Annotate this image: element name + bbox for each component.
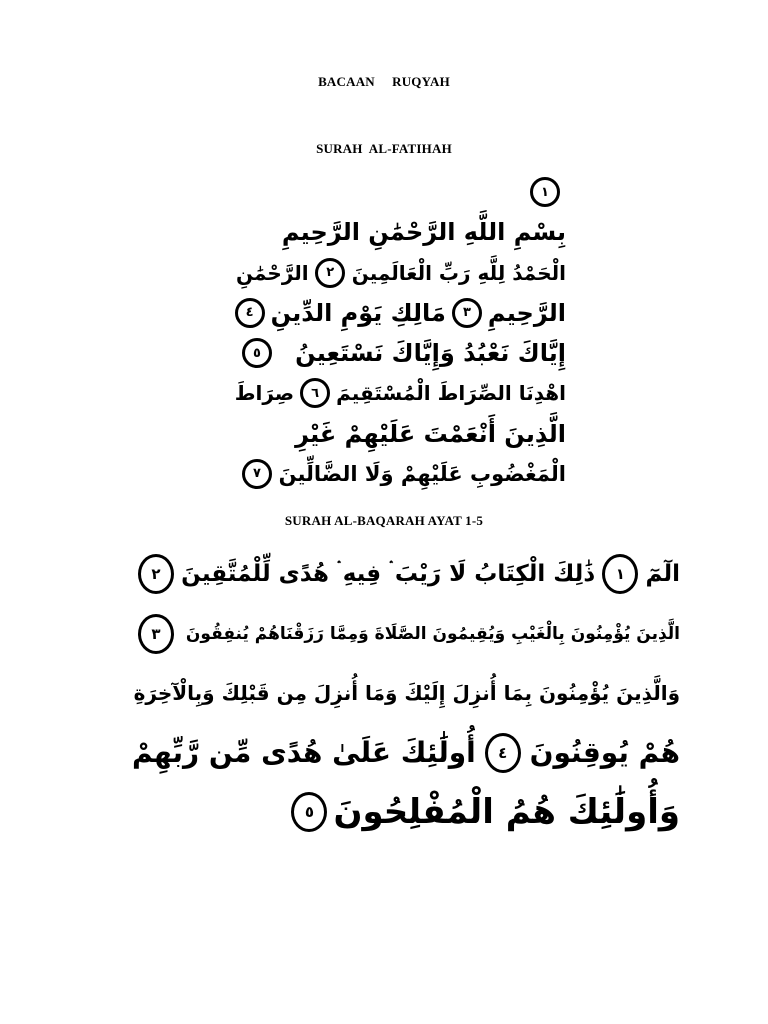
surah-fatihah-text bbox=[236, 172, 566, 494]
baqarah-line-3 bbox=[132, 667, 680, 719]
baqarah-line-5 bbox=[132, 786, 680, 838]
verse-text: الَّذِينَ أَنْعَمْتَ عَلَيْهِمْ غَيْرِ bbox=[295, 419, 566, 448]
ayah-marker-3: ٣ bbox=[452, 298, 482, 328]
baqarah-line-2 bbox=[132, 608, 680, 660]
verse-text: وَأُولَٰئِكَ هُمُ الْمُفْلِحُونَ bbox=[333, 792, 680, 832]
fatihah-line-1 bbox=[236, 172, 566, 212]
ayah-marker-2: ٢ bbox=[138, 554, 174, 594]
verse-text: الْمَغْضُوبِ عَلَيْهِمْ وَلَا الضَّالِّينَ bbox=[278, 461, 566, 486]
ayah-marker-1: ١ bbox=[602, 554, 638, 594]
verse-text: إِيَّاكَ نَعْبُدُ وَإِيَّاكَ نَسْتَعِينُ bbox=[295, 339, 566, 368]
ayah-marker-3: ٣ bbox=[138, 614, 174, 654]
verse-text: صِرَاطَ bbox=[234, 381, 295, 406]
fatihah-line-4 bbox=[236, 293, 566, 333]
verse-text: الٓمٓ bbox=[645, 561, 680, 587]
surah-fatihah-title: SURAH AL-FATIHAH bbox=[316, 141, 452, 156]
fatihah-line-6 bbox=[236, 373, 566, 413]
fatihah-line-7 bbox=[236, 414, 566, 454]
surah-baqarah-text bbox=[132, 548, 680, 838]
baqarah-line-4 bbox=[132, 727, 680, 779]
ayah-marker-7: ٧ bbox=[242, 459, 272, 489]
fatihah-line-3 bbox=[236, 253, 566, 293]
verse-text: هُمْ يُوقِنُونَ bbox=[529, 736, 680, 769]
baqarah-line-1 bbox=[132, 548, 680, 600]
verse-text: أُولَٰئِكَ عَلَىٰ هُدًى مِّن رَّبِّهِمْ bbox=[132, 736, 476, 769]
verse-text: ذَٰلِكَ الْكِتَابُ لَا رَيْبَ ۛ فِيهِ ۛ هُدًى لِّلْمُتَّقِينَ bbox=[181, 561, 596, 587]
verse-text: الْحَمْدُ لِلَّهِ رَبِّ الْعَالَمِينَ bbox=[351, 260, 566, 285]
ayah-marker-1: ١ bbox=[530, 177, 560, 207]
fatihah-line-5 bbox=[236, 333, 566, 373]
fatihah-line-8 bbox=[236, 454, 566, 494]
ayah-marker-6: ٦ bbox=[300, 378, 330, 408]
verse-text: بِسْمِ اللَّهِ الرَّحْمَٰنِ الرَّحِيمِ bbox=[281, 218, 566, 247]
verse-text: الَّذِينَ يُؤْمِنُونَ بِالْغَيْبِ وَيُقِيمُونَ الصَّلَاةَ وَمِمَّا رَزَقْنَاهُمْ يُنفِقُونَ bbox=[185, 623, 680, 644]
fatihah-line-2 bbox=[236, 212, 566, 252]
ayah-marker-5: ٥ bbox=[291, 792, 327, 832]
ayah-marker-4: ٤ bbox=[485, 733, 521, 773]
surah-baqarah-title: SURAH AL-BAQARAH AYAT 1-5 bbox=[284, 513, 484, 528]
verse-text: مَالِكِ يَوْمِ الدِّينِ bbox=[270, 298, 446, 327]
verse-text: وَالَّذِينَ يُؤْمِنُونَ بِمَا أُنزِلَ إِلَيْكَ وَمَا أُنزِلَ مِن قَبْلِكَ وَبِالْآخِرَةِ bbox=[133, 681, 680, 705]
ayah-marker-5: ٥ bbox=[242, 338, 272, 368]
verse-text: الرَّحِيمِ bbox=[487, 298, 566, 327]
ayah-marker-2: ٢ bbox=[315, 258, 345, 288]
verse-text: الرَّحْمَٰنِ bbox=[236, 260, 309, 285]
document-title: BACAAN RUQYAH bbox=[318, 74, 450, 89]
verse-text: اهْدِنَا الصِّرَاطَ الْمُسْتَقِيمَ bbox=[336, 381, 566, 406]
ayah-marker-4: ٤ bbox=[235, 298, 265, 328]
